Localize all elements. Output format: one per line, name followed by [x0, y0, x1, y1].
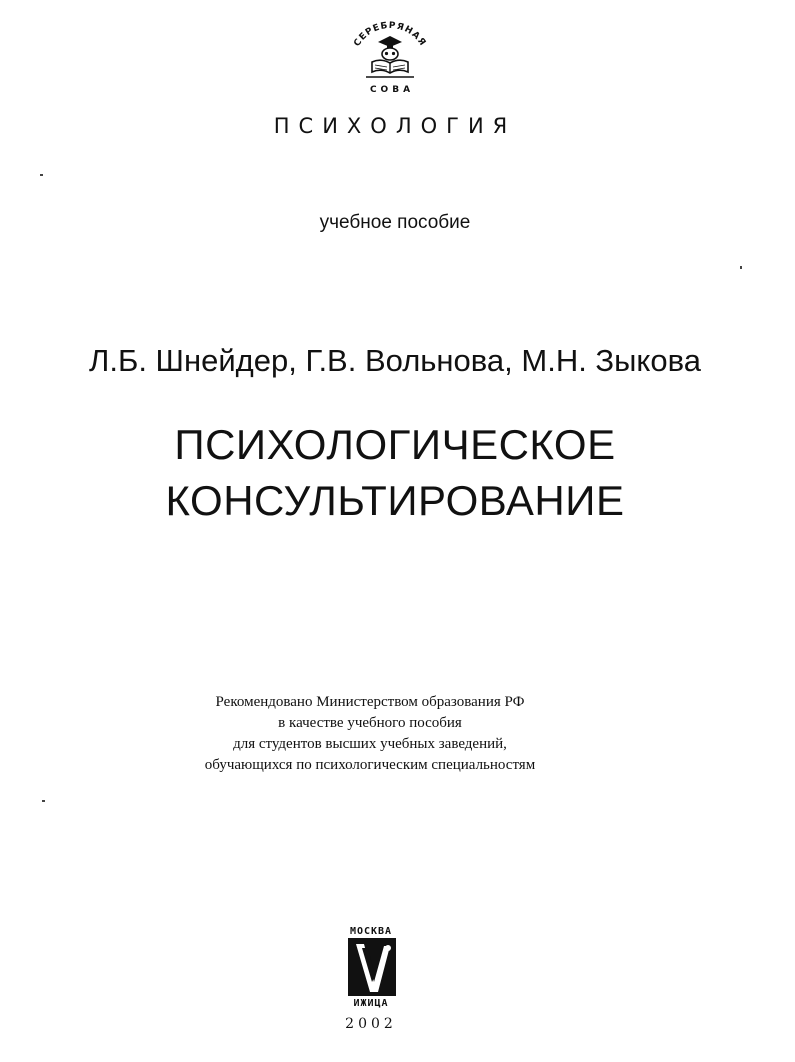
logo-bottom-text: СОВА [369, 85, 415, 95]
owl-book-emblem [340, 12, 440, 100]
book-title-line-2: КОНСУЛЬТИРОВАНИЕ [165, 477, 625, 524]
recommendation-line-4: обучающихся по психологическим специальностям [204, 757, 536, 773]
book-type: учебное пособие [319, 212, 471, 233]
book-title-line-1: ПСИХОЛОГИЧЕСКОЕ [174, 421, 616, 468]
scan-speck [42, 800, 45, 802]
owl-icon [378, 36, 402, 60]
publication-year: 2002 [345, 1016, 397, 1032]
publisher-imprint [340, 926, 410, 1038]
imprint-publisher-name: ИЖИЦА [353, 998, 389, 1009]
authors: Л.Б. Шнейдер, Г.В. Вольнова, М.Н. Зыкова [89, 343, 701, 378]
recommendation-line-1: Рекомендовано Министерством образования РФ [215, 694, 525, 710]
scan-speck [40, 174, 43, 176]
book-title [0, 417, 790, 529]
izhitsa-letter-icon [348, 938, 396, 996]
recommendation-line-2: в качестве учебного пособия [278, 715, 462, 731]
logo-arc-text: СЕРЕБРЯНАЯ [352, 20, 428, 49]
recommendation-line-3: для студентов высших учебных заведений, [233, 736, 507, 752]
series-title: ПСИХОЛОГИЯ [273, 114, 517, 138]
publisher-logo [340, 12, 440, 100]
scan-speck [740, 266, 742, 269]
book-icon [372, 60, 408, 73]
ministry-recommendation [0, 692, 740, 776]
imprint-city: МОСКВА [349, 926, 393, 937]
